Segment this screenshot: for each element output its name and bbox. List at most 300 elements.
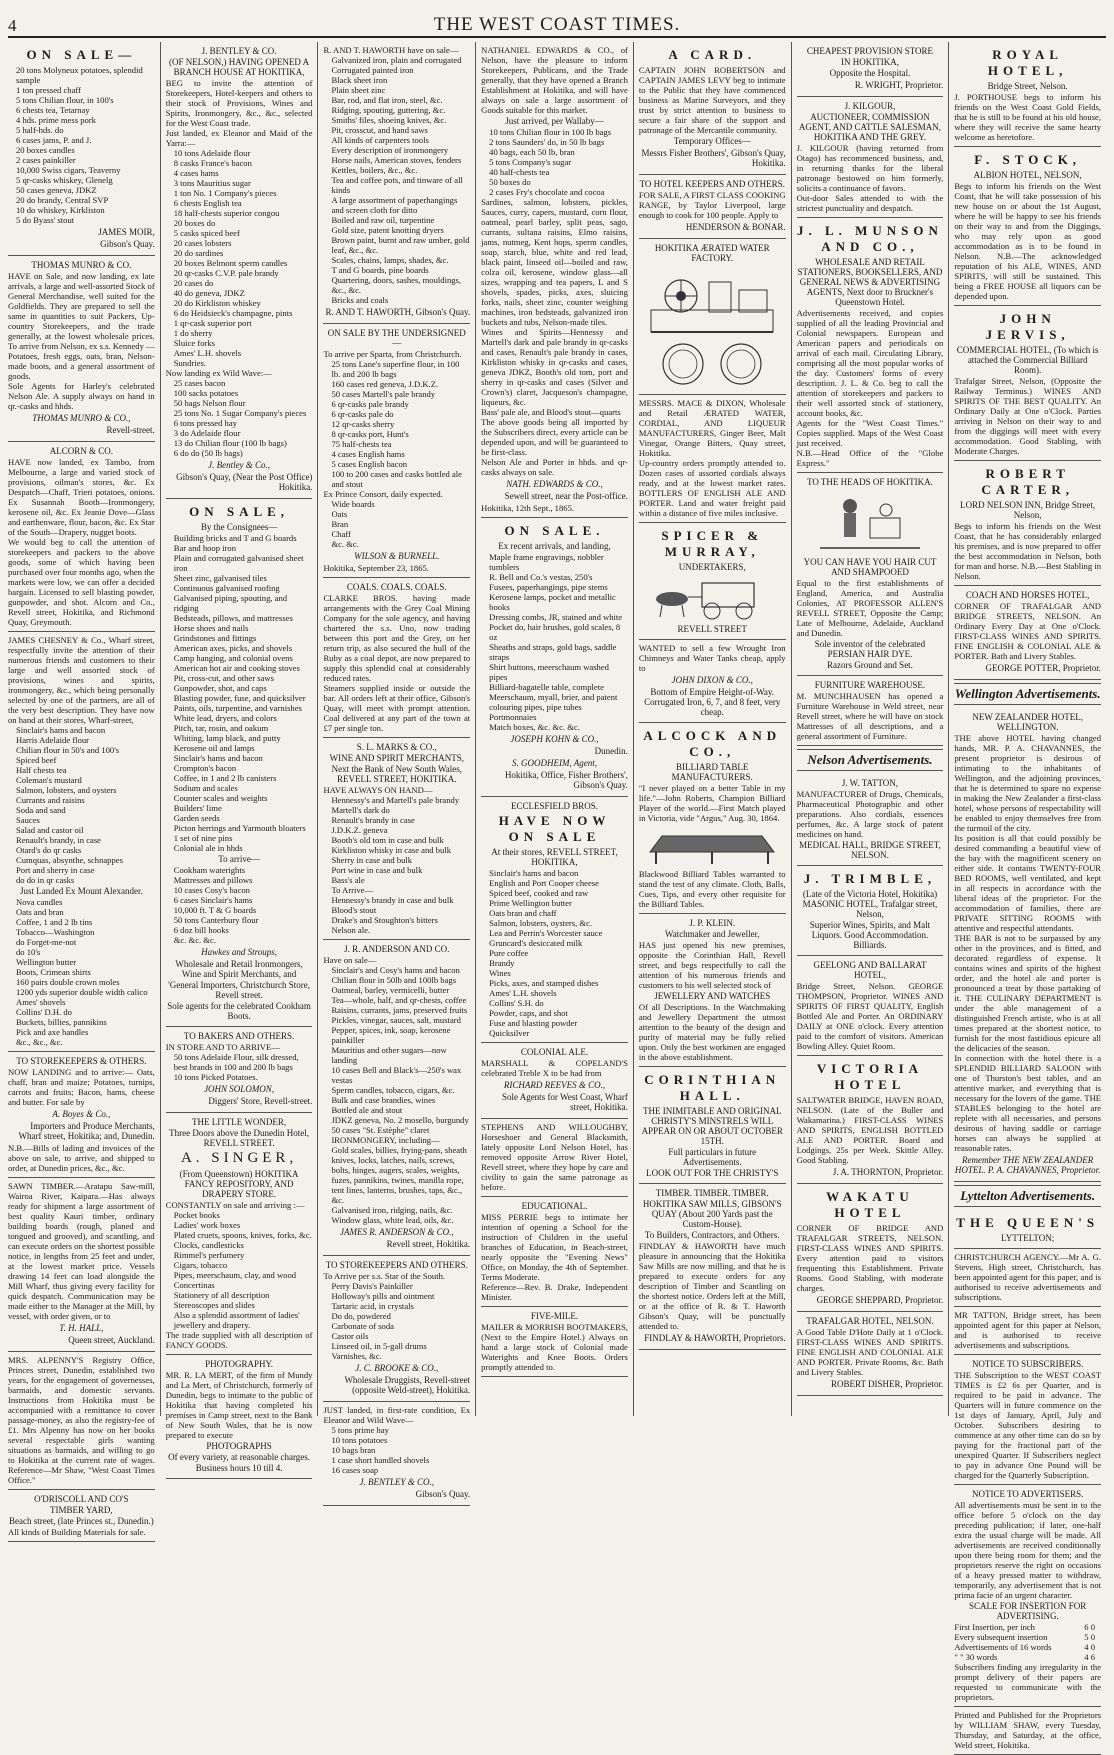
- list-item: 5 tons prime hay: [331, 1425, 389, 1435]
- list-item: 20 cases do: [173, 278, 214, 288]
- ad-address: Revell street, Hokitika.: [386, 1239, 471, 1249]
- list-item: A large assortment of paperhangings and screen cloth for ditto: [331, 195, 458, 215]
- list-item: Oats bran and chaff: [489, 908, 557, 918]
- rate-value: 6 0: [1084, 1622, 1096, 1632]
- ad-text: NOW LANDING and to arrive:— Oats, chaff, bran and maize; Potatoes, turnips, carrots and fruits; Bacon, hams, cheese and butter. For sale by: [8, 1067, 155, 1107]
- ad-note: Razors Ground and Set.: [826, 660, 913, 670]
- list-item: Buckets, billies, pannikins: [16, 1017, 107, 1027]
- list-item: Sinclair's hams and bacon: [173, 753, 263, 763]
- list-item: 1200 yds superior double width calico: [16, 987, 148, 997]
- hearse-engraving: [642, 575, 782, 621]
- ad-hawkes-on-sale: [166, 499, 313, 1027]
- list-item: 40 bags, each 50 lb, bran: [489, 147, 575, 157]
- list-item: 6 qr-casks pale do: [331, 409, 394, 419]
- list-item: 25 cases bacon: [173, 378, 226, 388]
- ad-subheading: To Builders, Contractors, and Others.: [644, 1230, 780, 1240]
- list-item: Builders' lime: [173, 803, 222, 813]
- ad-text: Bass' pale ale, and Blood's stout—quarts: [481, 407, 621, 417]
- list-item: 5 tons Chilian flour, in 100's: [16, 95, 114, 105]
- ad-text: SALTWATER BRIDGE, HAVEN ROAD, NELSON. (Late of the Buller and Wakamarina.) FIRST-CLASS WINES AND SPIRITS, ENGLISH BOTTLED ALE AND PORTER. Board and Lodgings, 25s per Week. Skittle Alley. Good Stabling.: [796, 1095, 944, 1165]
- list-item: 50 tons Canterbury flour: [173, 915, 259, 925]
- ad-odriscoll: [8, 1490, 155, 1542]
- list-item: Continuous galvanised roofing: [173, 583, 280, 593]
- ad-heading: J. P. KLEIN.: [689, 918, 736, 928]
- ad-address: Wholesale Druggists, Revell-street (opposite Weld-street), Hokitika.: [344, 1375, 471, 1395]
- ad-signature: THOMAS MUNRO & CO.,: [32, 413, 131, 423]
- list-item: do do in qr casks: [16, 875, 75, 885]
- ad-subheading: (From Queenstown) HOKITIKA FANCY REPOSITORY, AND DRAPERY STORE.: [179, 1169, 299, 1199]
- ad-subheading: LORD NELSON INN, Bridge Street, Nelson,: [960, 500, 1096, 520]
- list-item: 20 boxes Belmont sperm candles: [173, 258, 288, 268]
- ad-wanted: [639, 640, 786, 723]
- list-item: Sodium and scales: [173, 783, 238, 793]
- ad-heading: WAKATU HOTEL: [826, 1189, 914, 1220]
- list-item: Hennessy's brandy in case and bulk: [331, 895, 454, 905]
- item-list: [323, 499, 470, 549]
- newspaper-title: THE WEST COAST TIMES.: [433, 14, 681, 35]
- ad-heading: ON SALE,: [189, 504, 290, 519]
- list-item: 2 tons Saunders' do, in 50 lb bags: [489, 137, 605, 147]
- list-item: 75 half-chests tea: [331, 439, 392, 449]
- list-item: Currants and raisins: [16, 795, 85, 805]
- ad-heading: THOMAS MUNRO & CO.: [31, 260, 132, 270]
- ad-timber: [639, 1184, 786, 1350]
- ad-signature: WILSON & BURNELL.: [354, 551, 440, 561]
- list-item: &c. &c.: [331, 539, 359, 549]
- list-item: Sluice forks: [173, 338, 216, 348]
- list-item: 20 cases lobsters: [173, 238, 232, 248]
- ad-singer: [166, 1113, 313, 1355]
- list-item: Pure coffee: [489, 948, 529, 958]
- list-item: 5 half-hds. do: [16, 125, 64, 135]
- ad-signature: ROBERT DISHER, Proprietor.: [831, 1379, 944, 1389]
- ad-heading: EDUCATIONAL.: [521, 1201, 588, 1211]
- factory-engraving: [647, 266, 777, 338]
- list-item: Coleman's mustard: [16, 775, 82, 785]
- list-item: 1 qr-cask superior port: [173, 318, 252, 328]
- ad-alcock: [639, 723, 786, 914]
- ad-signature: J. BENTLEY & CO.,: [359, 1477, 435, 1487]
- list-item: Meerschaum, myall, brier, and patent colouring pipes, pipe tubes: [489, 692, 618, 712]
- notice-advertisers: [954, 1485, 1101, 1707]
- ad-signature: RICHARD REEVES & CO.,: [503, 1080, 606, 1090]
- imprint: [954, 1707, 1101, 1755]
- ad-text: FINDLAY & HAWORTH have much pleasure in announcing that the Hokitika Saw Mills are now milling, and that he is prepared to execute orders for any description of Timber and Scantling on the shortest notice. Orders left at the Mill, or at the office of R. & T. Haworth Gibson's Quay, will be punctually attended to.: [638, 1241, 786, 1331]
- ad-text: HAVE now landed, ex Tambo, from Melbourne, a large and varied stock of provisions, oilman's stores, &c. Ex Despatch—Chaff, Trieri potatoes, onions. Ex Susannah Booth—Ironmongery, kerosene oil, &c. Ex Jeanie Dove—Glass and earthenware, flour, bacon, &c. Ex Star of the South—Drapery, nugget boots.: [8, 457, 155, 537]
- ad-text: Its position is all that could possibly be desired commanding a beautiful view of the bay with the magnificent scenery on either side. It contains TWENTY-FOUR BED ROOMS, well ventilated, and kept in all respects in accordance with the liberal ideas of the proprietor. For the accommodation of families, there are PRIVATE SITTING ROOMS with attentive and respectful attendants.: [954, 833, 1102, 933]
- ad-text: All kinds of Building Materials for sale.: [8, 1527, 146, 1537]
- ad-signature: S. GOODHEIM, Agent,: [511, 758, 598, 768]
- ad-address: Next the Bank of New South Wales, REVELL STREET, HOKITIKA.: [331, 764, 462, 784]
- list-item: Portmonnaies: [489, 712, 537, 722]
- list-item: Castor oils: [331, 1331, 369, 1341]
- ad-text: MANUFACTURER of Drugs, Chemicals, Pharmaceutical Photographic and other preparations. Also cordials, essences perfumes, &c. A large stock of patent medicines on hand.: [796, 789, 944, 839]
- list-item: 1 ton pressed chaff: [16, 85, 81, 95]
- ad-text: Begs to inform his friends on the West Coast, that he has considerably enlarged his premises, and is now prepared to offer the best accommodation in Nelson, both for man and horse. N.B.—Best Stabling in Nelson.: [954, 521, 1102, 581]
- item-list: [166, 533, 313, 853]
- list-item: 20 boxes do: [173, 218, 216, 228]
- ad-text: Sole Agents for Harley's celebrated Nelson Ale. A supply always on hand in qr.-casks and hhds.: [8, 381, 155, 411]
- list-item: Wellington butter: [16, 957, 77, 967]
- list-item: 6 do do (50 lb bags): [173, 448, 243, 458]
- ad-text: Now landing ex Wild Wave:—: [165, 368, 272, 378]
- ad-subheading: Temporary Offices—: [673, 136, 751, 146]
- column-1: [8, 42, 160, 1537]
- ad-address: Messrs Fisher Brothers', Gibson's Quay, Hokitika.: [641, 148, 786, 168]
- ad-sawn-timber: [8, 1178, 155, 1352]
- ad-text: Sardines, salmon, lobsters, pickles, Sauces, curry, capers, mustard, corn flour, oatmeal, pearl barley, split peas, sago, currants, sultana raisins, Elmo raisins, jams, nutmeg, Kent hops, sperm candles, soap, starch, blue, white and red lead, black paint, linseed oil—boiled and raw, colza oil, kerosene, window glass—all sizes, wrapping and tea papers, L and S shovels, spades, picks, axes, sluicing forks, nails, sheet zinc, counter weighing machines, iron bedsteads, galvanized iron buckets and tubs, Nelson-made tiles.: [481, 197, 628, 327]
- ad-subheading: By the Consignees—: [200, 522, 278, 532]
- list-item: do Forget-me-not: [16, 937, 77, 947]
- list-item: Plain and corrugated galvanised sheet iron: [173, 553, 304, 573]
- ad-address: Wholesale and Retail Ironmongers, Wine and Spirit Merchants, and: [175, 959, 303, 979]
- ad-heading: VICTORIA HOTEL: [816, 1061, 924, 1092]
- ad-text: MRS. ALPENNY'S Registry Office, Princes street, Dunedin, established two years, for the engagement of governesses, barmaids, and domestic servants. Instructions from Hokitika must be accompanied with a remittance to cover passage-money, as also the registry-fee of £1. Mrs Alpenny has now on her books several respectable girls wanting situations as barmaids, and willing to go to Hokitika at the current rate of wages. Reference—Mr Shaw, "West Coast Times Office.": [8, 1355, 155, 1485]
- list-item: 4 cases hams: [173, 168, 219, 178]
- list-item: 160 pairs double crown moles: [16, 977, 120, 987]
- ad-subheading: PHOTOGRAPHS: [206, 1441, 272, 1451]
- ad-date: Hokitika, 12th Sept., 1865.: [481, 503, 575, 513]
- item-list: [166, 148, 313, 368]
- list-item: 1 set of nine pins: [173, 833, 233, 843]
- ad-educational: [481, 1197, 628, 1307]
- ad-text: MISS PERRIE begs to intimate her intention of opening a School for the instruction of Children in the useful branches of Education, in Beach-street, nearly opposite the "Evening News" Office, on Monday, the 4th of September. Terms Moderate.: [481, 1212, 628, 1282]
- list-item: American axes, picks, and shovels: [173, 643, 293, 653]
- ad-colonial-ale: [481, 1043, 628, 1119]
- ad-text: Have on sale—: [323, 955, 377, 965]
- list-item: 5 cases English bacon: [331, 459, 408, 469]
- ad-klein: [639, 914, 786, 1067]
- ad-haworth: [323, 42, 470, 324]
- page-number: 4: [8, 16, 17, 35]
- list-item: Half chests tea: [16, 765, 67, 775]
- list-item: Gold scales, billies, frying-pans, sheath knives, locks, latches, nails, screws, bolts, hinges, augers, scales, weights, fuzes, pannikins, twines, manilla rope, tent lines, lanterns, brushes, taps, &c., &c.: [331, 1145, 467, 1205]
- ad-signature: R. WRIGHT, Proprietor.: [854, 80, 944, 90]
- ad-text: STEPHENS AND WILLOUGHBY, Horseshoer and General Blacksmith, lately opposite Lord Nelson Hotel, has removed opposite Arrow River Hotel, Revell street, where they hope by care and civility to gain the same patronage as before.: [481, 1122, 628, 1192]
- ad-address: Bottom of Empire Height-of-Way. Corrugated Iron, 6, 7, and 8 feet, very cheap.: [644, 687, 781, 717]
- rate-label: " " 30 words: [954, 1652, 998, 1662]
- ad-text: Steamers supplied inside or outside the bar. All orders left at their office, Gibson's Quay, will meet with prompt attention. Coal delivered at any part of the town at £7 per single ton.: [323, 683, 471, 733]
- ad-address: REVELL STREET: [677, 624, 747, 634]
- rates-table: [954, 1622, 1101, 1662]
- ad-text: To arrive per Sparta, from Christchurch.: [323, 349, 462, 359]
- list-item: 4 cases English hams: [331, 449, 405, 459]
- ad-text: THE above HOTEL having changed hands, MR. P. A. CHAVANNES, the present proprietor is desirous of intimating to the inhabitants of Wellington, and the adjoining provinces, that he is determined to spare no expense in making the New Zealander a first-class hotel, whose persons of respectability will be enabled to enjoy themselves free from the turmoil of the city.: [954, 733, 1102, 833]
- list-item: Sheaths and straps, gold bags, saddle straps: [489, 642, 617, 662]
- ad-address: Beach street, (late Princes st., Dunedin.): [9, 1516, 154, 1526]
- ad-spicer-murray: [639, 523, 786, 640]
- list-item: 1 ton No. 1 Company's pieces: [173, 188, 277, 198]
- list-item: Bulk and case brandies, wines: [331, 1095, 436, 1105]
- list-item: Pitch, tar, rosin, and oakum: [173, 723, 269, 733]
- ad-heading: J. TRIMBLE,: [803, 871, 937, 886]
- list-item: Perry Davis's Painkiller: [331, 1281, 413, 1291]
- ad-signature: JAMES MOIR,: [98, 227, 155, 237]
- list-item: Picks, axes, and stamped dishes: [489, 978, 599, 988]
- ad-subheading: HOKITIKA SAW MILLS, GIBSON'S QUAY (About 200 Yards past the Custom-House).: [642, 1199, 782, 1229]
- item-list: [323, 359, 470, 489]
- ad-brooke: [323, 1256, 470, 1402]
- ad-chesney: [8, 632, 155, 1052]
- ad-text: "I never played on a better Table in my life."—John Roberts, Champion Billiard Player of the world.—First Match played in Victoria, vide "Argus," Aug. 30, 1864.: [638, 783, 786, 823]
- list-item: &c. &c. &c.: [173, 935, 216, 945]
- item-list: [481, 552, 628, 732]
- list-item: Booth's old tom in case and bulk: [331, 835, 444, 845]
- ad-anderson: [323, 940, 470, 1256]
- ad-heading: F. STOCK,: [974, 152, 1082, 167]
- ad-subheading: Just Landed Ex Mount Alexander.: [19, 886, 143, 896]
- ad-furniture: [797, 676, 944, 746]
- list-item: 16 cases soap: [331, 1465, 379, 1475]
- list-item: Pit, cross-cut, and other saws: [173, 673, 274, 683]
- ad-text: We would beg to call the attention of storekeepers and packers to the above goods, some of which having been purchased over four months ago, when the markets were low, we can offer a decided bargain. Licensed to sell blasting powder, gunpowder, and shot. Alcorn and Co., Revell street, Hokitika, and Richmond Quay, Greymouth.: [8, 537, 155, 627]
- ad-moir-on-sale: [8, 42, 155, 256]
- list-item: Blasting powder, fuse, and quicksilver: [173, 693, 306, 703]
- list-item: Tea—whole, half, and qr-chests, coffee: [331, 995, 467, 1005]
- item-list: [481, 868, 628, 1038]
- ad-jervis: [954, 306, 1101, 461]
- list-item: Salmon, lobsters, and oysters: [16, 785, 117, 795]
- list-item: 5 tons Company's sugar: [489, 157, 572, 167]
- ad-heading: ALCORN & CO.: [49, 446, 113, 456]
- list-item: Carbonate of soda: [331, 1321, 394, 1331]
- list-item: Dressing combs, JR, stained and white: [489, 612, 623, 622]
- item-list: [323, 1281, 470, 1361]
- list-item: Bedsteads, pillows, and mattresses: [173, 613, 293, 623]
- column-5: [633, 42, 791, 1416]
- list-item: 8 casks France's bacon: [173, 158, 252, 168]
- ad-heading: TO STOREKEEPERS AND OTHERS.: [325, 1260, 468, 1270]
- ad-heading: COLONIAL ALE.: [520, 1047, 589, 1057]
- ad-stock-albion: [954, 147, 1101, 306]
- ad-subheading: IN HOKITIKA,: [840, 57, 899, 67]
- ad-heading: COALS. COALS. COALS.: [346, 582, 447, 592]
- ad-heading: NOTICE TO SUBSCRIBERS.: [971, 1359, 1084, 1369]
- list-item: Collins' D.H. do: [16, 1007, 72, 1017]
- ad-text: Begs to inform his friends on the West Coast, that he will take possession of his new house on or about the 1st August, where he will be happy to see his friends on their way to and from the Diggings, who may rely upon as good accommodation as is to be found in Nelson. N.B.—The acknowledged reputation of his ALE, WINES, AND SPIRITS, will still be sustained. This being a FREE HOUSE all liquors can be depended upon.: [954, 181, 1102, 301]
- list-item: Tobacco—Washington: [16, 927, 95, 937]
- ad-carter: [954, 461, 1101, 586]
- ad-address: Gibson's Quay.: [415, 1489, 471, 1499]
- column-4: [475, 42, 633, 1416]
- list-item: Spiced beef, cooked and raw: [489, 888, 589, 898]
- ad-signature: FINDLAY & HAWORTH, Proprietors.: [644, 1333, 786, 1343]
- ad-date: Hokitika, September 23, 1865.: [323, 563, 429, 573]
- ad-signature: JOHN SOLOMON,: [204, 1084, 275, 1094]
- list-item: Cumquas, absynthe, schnappes: [16, 855, 123, 865]
- ad-bentley: [166, 42, 313, 499]
- list-item: 10 bags bran: [331, 1445, 376, 1455]
- ad-subheading: To arrive—: [218, 854, 260, 864]
- list-item: Raisins, currants, jams, preserved fruits: [331, 1005, 468, 1015]
- ad-text: IN STORE AND TO ARRIVE—: [165, 1042, 280, 1052]
- ad-heading: A CARD.: [668, 47, 757, 62]
- list-item: Horse nails, American stoves, fenders: [331, 155, 462, 165]
- ad-signature: JOSEPH KOHN & CO.,: [510, 734, 599, 744]
- ad-address: Sole Agents for West Coast, Wharf street, Hokitika.: [501, 1092, 628, 1112]
- ad-heading: J. BENTLEY & CO.: [201, 46, 277, 56]
- ad-heading: JOHN JERVIS,: [985, 311, 1070, 342]
- list-item: Counter scales and weights: [173, 793, 268, 803]
- list-item: Boiled and raw oil, turpentine: [331, 215, 435, 225]
- item-list: [166, 378, 313, 458]
- list-item: Building bricks and T and G boards: [173, 533, 297, 543]
- list-item: Quartering, doors, sashes, mouldings, &c., &c.: [331, 275, 462, 295]
- list-item: 10,000 Swiss cigars, Teaverny: [16, 165, 121, 175]
- ad-text: Sole inventor of the celebrated PERSIAN HAIR DYE.: [814, 639, 926, 659]
- list-item: Port wine in case and bulk: [331, 865, 423, 875]
- list-item: Ladies' work boxes: [173, 1220, 241, 1230]
- list-item: 40 half-chests tea: [489, 167, 550, 177]
- ad-heading: ON SALE BY THE UNDERSIGNED—: [327, 328, 466, 348]
- list-item: Tea and coffee pots, and tinware of all kinds: [331, 175, 463, 195]
- list-item: Salad and castor oil: [16, 825, 84, 835]
- list-item: Renault's brandy, in case: [16, 835, 101, 845]
- list-item: 10,000 ft. T & G boards: [173, 905, 257, 915]
- ad-signature: HENDERSON & BONAR.: [685, 222, 786, 232]
- ad-heading: PHOTOGRAPHY.: [205, 1359, 274, 1369]
- list-item: 3 tons Mauritius sugar: [173, 178, 251, 188]
- ad-royal-hotel: [954, 42, 1101, 147]
- item-list: [8, 65, 155, 225]
- list-item: Bran: [331, 519, 349, 529]
- list-item: 25 tons No. 1 Sugar Company's pieces: [173, 408, 307, 418]
- ad-a-card: [639, 42, 786, 175]
- ad-note: Sole agents for the celebrated Cookham Boots.: [167, 1001, 311, 1021]
- ad-text: Agents for the "West Coast Times." Copies supplied. Maps of the West Coast just received.: [796, 418, 944, 448]
- list-item: Hennessy's and Martell's pale brandy: [331, 795, 460, 805]
- ad-text: In connection with the hotel there is a SPLENDID BILLIARD SALOON with one of Thurston's best tables, and an attentive marker, and everything that is necessary for the lovers of the game. THE STABLES belonging to the hotel are replete with all necessaries, and persons desirous of having saddle or carriage horses can always be supplied at reasonable rates.: [954, 1053, 1102, 1153]
- ad-address: Diggers' Store, Revell-street.: [208, 1096, 313, 1106]
- ad-alpenny: [8, 1352, 155, 1490]
- ad-heading: NOTICE TO ADVERTISERS.: [971, 1489, 1084, 1499]
- ad-signature: Hawkes and Stroups,: [201, 947, 278, 957]
- list-item: 3 do Adelaide flour: [173, 428, 241, 438]
- medals-engraving: [647, 341, 777, 387]
- ad-address: Importers and Produce Merchants, Wharf street, Hokitika; and, Dunedin.: [18, 1121, 155, 1141]
- ad-wakatu-hotel: [797, 1184, 944, 1312]
- ad-aerated-water: [639, 239, 786, 395]
- ad-heading: THE LITTLE WONDER,: [192, 1117, 287, 1127]
- list-item: 100 to 200 cases and casks bottled ale and stout: [331, 469, 462, 489]
- list-item: 10 do whiskey, Kirkliston: [16, 205, 105, 215]
- list-item: 5 casks spiced beef: [173, 228, 240, 238]
- list-item: 50 cases Martell's pale brandy: [331, 389, 436, 399]
- ad-ecclesfield: [481, 797, 628, 1043]
- list-item: Stationery of all description: [173, 1290, 270, 1300]
- ad-address: Sewell street, near the Post-office.: [504, 491, 628, 501]
- item-list: [323, 55, 470, 305]
- ad-signature: J. C. BROOKE & CO.,: [355, 1363, 439, 1373]
- rate-label: First Insertion, per inch: [954, 1622, 1035, 1632]
- ad-queens: [954, 1210, 1101, 1249]
- list-item: Pipes, meerschaum, clay, and wood: [173, 1270, 297, 1280]
- ad-heading: ECCLESFIELD BROS.: [511, 801, 599, 811]
- ad-heading: S. L. MARKS & CO.,: [356, 742, 437, 752]
- ad-note: N.B.—Bills of lading and invoices of the above on sale, to arrive, and shipped to order, at Dunedin prices, &c., &c.: [8, 1143, 155, 1173]
- ad-text: Ex Prince Consort, daily expected.: [323, 489, 443, 499]
- list-item: Nova candles: [16, 897, 63, 907]
- list-item: Window glass, white lead, oils, &c.: [331, 1215, 454, 1225]
- ad-text: The above goods being all imported by the Subscribers direct, every article can be depended upon, and will be guaranteed to be first-class.: [481, 417, 628, 457]
- ad-text: CONSTANTLY on sale and arriving :—: [165, 1200, 305, 1210]
- list-item: Pit, crosscut, and hand saws: [331, 125, 428, 135]
- ad-heading: A. SINGER,: [180, 1150, 298, 1166]
- list-item: Also a splendid assortment of ladies' jewellery and drapery.: [173, 1310, 300, 1330]
- list-item: Cookham waterights: [173, 865, 246, 875]
- list-item: Mattresses and pillows: [173, 875, 253, 885]
- notice-subscribers: [954, 1355, 1101, 1485]
- rate-label: Advertisements of 16 words: [954, 1642, 1052, 1652]
- list-item: Pocket books: [173, 1210, 220, 1220]
- ad-text: WANTED to sell a few Wrought Iron Chimneys and Water Tanks cheap, apply to: [638, 643, 786, 673]
- list-item: Collins' S.H. do: [489, 998, 544, 1008]
- ad-kohn-on-sale: [481, 518, 628, 797]
- ad-text: Wines and Spirits—Hennessy and Martell's dark and pale brandy in qr-casks and cases, Renault's pale brandy in cases, Kirkliston whisky in qr-casks and cases, geneva JDKZ, Booth's old tom, port and sherry in qr-casks and cases (Silver and Crown's) claret, Jacqueson's champagne, liqueurs, &c.: [481, 327, 628, 407]
- ad-text: HAS just opened his new premises, opposite the Corinthian Hall, Revell street, and begs respectfully to call the attention of his numerous friends and customers to his well selected stock of: [638, 940, 786, 990]
- ad-text: All advertisements must be sent in to the office before 5 o'clock on the day preceding publication; if later, one-half extra the usual charge will be made. All advertisements are received conditionally upon there being room for them; and the proprietors reserve the right on occasions of a heavy pressed matter to withdraw, temporarily, any advertisement that is not prima facie of an urgent character.: [954, 1500, 1102, 1600]
- list-item: 6 chests English tea: [173, 198, 242, 208]
- ad-text: Nelson Ale and Porter in hhds. and qr-casks always on sale.: [481, 457, 628, 477]
- ad-text: M. MUNCHHAUSEN has opened a Furniture Warehouse in Weld street, near Revell street, where he will have on stock Mattresses of all descriptions, and a general assortment of Furniture.: [796, 691, 944, 741]
- list-item: 6 cases jams, P. and J.: [16, 135, 92, 145]
- ad-text: JAMES CHESNEY & Co., Wharf street, respectfully invite the attention of their numerous friends and customers to their large and well assorted stock of provisions, wines and spirits, ironmongery, &c., which being personally selected by one of the partners, are all of the very best description. They have now on hand at their stores, Wharf-street,: [8, 635, 155, 725]
- list-item: Rimmel's perfumery: [173, 1250, 245, 1260]
- masthead: [8, 6, 1106, 38]
- list-item: Varnishes, &c.: [331, 1351, 382, 1361]
- ad-text: SAWN TIMBER.—Aratapu Saw-mill, Wairoa River, Kaipara.—Has always ready for shipment a large assortment of best quality Kauri timber, ordinary building boards (rough, planed and tongued and grooved), and scantling, and can execute orders on the shortest possible notice, in lengths from 25 feet and under, at the lowest market price. Vessels drawing 14 feet can load alongside the Mill Wharf, thus giving every facility for quick despatch. Communication may be made either to the Manager at the Mill, by vessel, with order given, or to: [8, 1181, 155, 1321]
- list-item: JDKZ geneva, No. 2 mosello, burgundy: [331, 1115, 469, 1125]
- ad-signature: GEORGE SHEPPARD, Proprietor.: [816, 1295, 944, 1305]
- ad-heading: SPICER & MURRAY,: [661, 528, 764, 559]
- ad-subheading: BILLIARD TABLE MANUFACTURERS.: [671, 762, 753, 782]
- ad-address: Dunedin.: [594, 746, 628, 756]
- list-item: Grindstones and fittings: [173, 633, 257, 643]
- list-item: Holloway's pills and ointment: [331, 1291, 435, 1301]
- list-item: 10 tons Chilian flour in 100 lb bags: [489, 127, 612, 137]
- list-item: Crompton's bacon: [173, 763, 237, 773]
- ad-heading: CORINTHIAN HALL.: [644, 1072, 781, 1103]
- ad-text: LOOK OUT FOR THE CHRISTY'S: [646, 1168, 779, 1178]
- list-item: Fusees, paperhangings, pipe stems: [489, 582, 608, 592]
- list-item: 18 half-chests superior congou: [173, 208, 280, 218]
- ad-signature: JAMES R. ANDERSON & CO.,: [340, 1227, 454, 1237]
- ad-signature: R. AND T. HAWORTH, Gibson's Quay.: [325, 307, 471, 317]
- ad-tatton-agent: [954, 1307, 1101, 1355]
- ad-text: CHRISTCHURCH AGENCY.—Mr A. G. Stevens, High street, Christchurch, has been appointed agent for this paper, and is authorised to receive advertisements and subscriptions.: [954, 1252, 1102, 1302]
- list-item: Match boxes, &c. &c. &c.: [489, 722, 580, 732]
- list-item: 40 do geneva, JDKZ: [173, 288, 245, 298]
- ad-heading: TIMBER. TIMBER. TIMBER.: [655, 1188, 769, 1198]
- list-item: 10 tons potatoes: [331, 1435, 388, 1445]
- ad-subheading: WINE AND SPIRIT MERCHANTS,: [329, 753, 464, 763]
- list-item: 6 qr-casks pale brandy: [331, 399, 409, 409]
- list-item: 20 boxes candles: [16, 145, 75, 155]
- section-heading-nelson: Nelson Advertisements.: [797, 749, 944, 771]
- ad-heading: NEW ZEALANDER HOTEL, WELLINGTON.: [972, 712, 1083, 732]
- ad-subheading: (OF NELSON,) HAVING OPENED A BRANCH HOUSE AT HOKITIKA,: [169, 57, 310, 77]
- rate-value: 4 0: [1084, 1642, 1096, 1652]
- rate-value: 4 6: [1084, 1652, 1096, 1662]
- ad-text: A Good Table D'Hote Daily at 1 o'Clock. FIRST-CLASS WINES AND SPIRITS. FINE ENGLISH AND COLONIAL ALE AND PORTER. Private Rooms, &c. Bath and Livery Stables.: [796, 1327, 944, 1377]
- list-item: Brandy: [489, 958, 515, 968]
- columns: [8, 42, 1106, 1750]
- ad-signature: JOHN DIXON & CO.,: [671, 675, 753, 685]
- ad-text: CORNER OF TRAFALGAR AND BRIDGE STREETS, NELSON. An Ordinary Every Day at One o'Clock. FIRST-CLASS WINES AND SPIRITS. FINE ENGLISH & COLONIAL ALE & PORTER. Bath and Livery Stables.: [954, 601, 1102, 661]
- ad-heading: FURNITURE WAREHOUSE.: [814, 680, 926, 690]
- list-item: Boots, Crimean shirts: [16, 967, 91, 977]
- rate-row: [954, 1622, 1101, 1632]
